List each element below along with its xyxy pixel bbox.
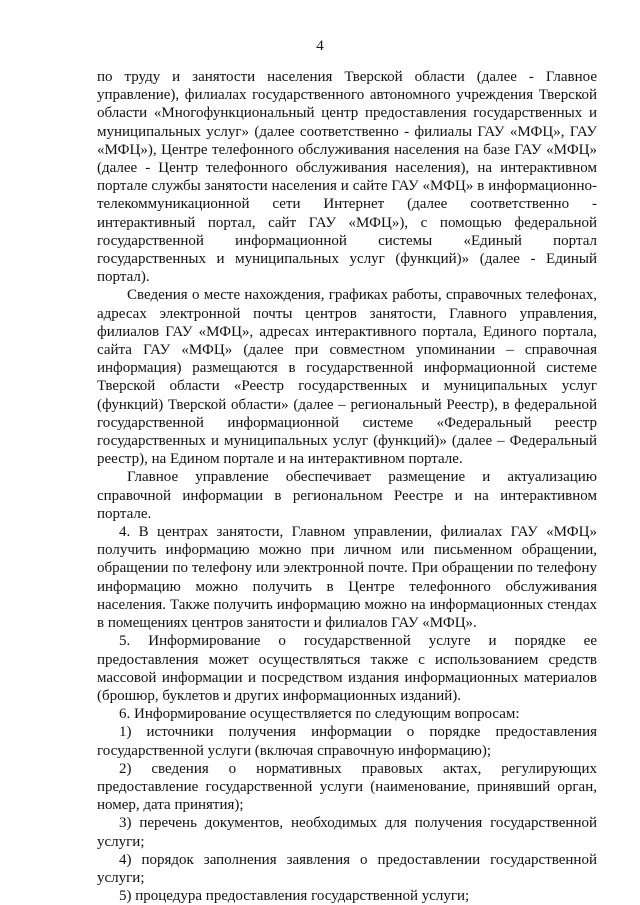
paragraph-main-department: Главное управление обеспечивает размещение и актуализацию справочной информации в региональном Реестре и на интерактивном портале. [97,469,597,522]
list-item-1: 1) источники получения информации о порядке предоставления государственной услуги (включая справочную информацию); [97,724,597,759]
list-item-5: 5) процедура предоставления государственной услуги; [119,888,470,905]
list-item-3: 3) перечень документов, необходимых для получения государственной услуги; [97,815,597,850]
page-number: 4 [316,38,324,54]
document-body [97,68,597,905]
list-item-4: 4) порядок заполнения заявления о предоставлении государственной услуги; [97,851,597,886]
list-item-2: 2) сведения о нормативных правовых актах, регулирующих предоставление государственной услуги (наименование, принявший орган, номер, дата принятия); [97,760,597,814]
paragraph-item-4: 4. В центрах занятости, Главном управлении, филиалах ГАУ «МФЦ» получить информацию можно при личном или письменном обращении, обращении по телефону или электронной почте. При обращении по телефону информацию можно получить в Центре телефонного обслуживания населения. Также получить информацию можно на информационных стендах в помещениях центров занятости и филиалов ГАУ «МФЦ». [97,524,597,632]
paragraph-continuation: по труду и занятости населения Тверской области (далее - Главное управление), филиалах государственного автономного учреждения Тверской области «Многофункциональный центр предоставления государственных и муниципальных услуг» (далее соответственно - филиалы ГАУ «МФЦ», ГАУ «МФЦ»), Центре телефонного обслуживания населения на базе ГАУ «МФЦ» (далее - Центр телефонного обслуживания населения), на интерактивном портале службы занятости населения и сайте ГАУ «МФЦ» в информационно-телекоммуникационной сети Интернет (далее соответственно - интерактивный портал, сайт ГАУ «МФЦ»), с помощью федеральной государственной информационной системы «Единый портал государственных и муниципальных услуг (функций)» (далее - Единый портал). [97,69,597,286]
paragraph-item-6: 6. Информирование осуществляется по следующим вопросам: [119,706,520,723]
paragraph-item-5: 5. Информирование о государственной услуге и порядке ее предоставления может осуществляться также с использованием средств массовой информации и посредством издания информационных материалов (брошюр, буклетов и других информационных изданий). [97,633,597,704]
paragraph-reference-info: Сведения о месте нахождения, графиках работы, справочных телефонах, адресах электронной почты центров занятости, Главного управления, филиалов ГАУ «МФЦ», адресах интерактивного портала, Единого портала, сайта ГАУ «МФЦ» (далее при совместном упоминании – справочная информация) размещаются в государственной информационной системе Тверской области «Реестр государственных и муниципальных услуг (функций) Тверской области» (далее – региональный Реестр), в федеральной государственной информационной системе «Федеральный реестр государственных и муниципальных услуг (функций)» (далее – Федеральный реестр), на Едином портале и на интерактивном портале. [97,287,597,468]
